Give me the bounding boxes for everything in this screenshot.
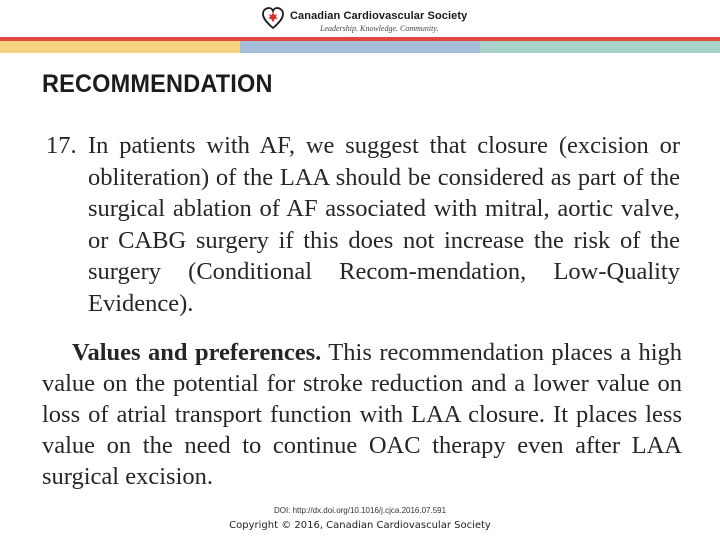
values-label: Values and preferences. xyxy=(72,339,322,366)
recommendation-heading: RECOMMENDATION xyxy=(42,70,273,98)
values-and-preferences xyxy=(42,337,682,492)
color-bar-green xyxy=(480,41,720,53)
society-name: Canadian Cardiovascular Society xyxy=(290,10,468,22)
copyright-notice: Copyright © 2016, Canadian Cardiovascular Society xyxy=(229,520,491,531)
color-bar-blue xyxy=(240,41,480,53)
values-text: This recommendation places a high value on the potential for stroke reduction and a lower value on loss of atrial transport function with LAA closure. It places less value on the need to continue OAC therapy even after LAA surgical excision. xyxy=(42,339,682,490)
color-bar-yellow xyxy=(0,41,240,53)
recommendation-text: In patients with AF, we suggest that closure (excision or obliteration) of the LAA should be considered as part of the surgical ablation of AF associated with mitral, aortic valve, or CABG surgery if this does not increase the risk of the surgery (Conditional Recom-mendation, Low-Quality Evidence). xyxy=(88,132,680,317)
maple-leaf-heart-icon xyxy=(262,6,284,30)
doi-citation: DOI: http://dx.doi.org/10.1016/j.cjca.2016.07.591 xyxy=(273,506,447,515)
recommendation-number: 17. xyxy=(46,132,77,159)
society-logo xyxy=(262,6,468,36)
society-tagline: Leadership. Knowledge. Community. xyxy=(320,24,439,33)
